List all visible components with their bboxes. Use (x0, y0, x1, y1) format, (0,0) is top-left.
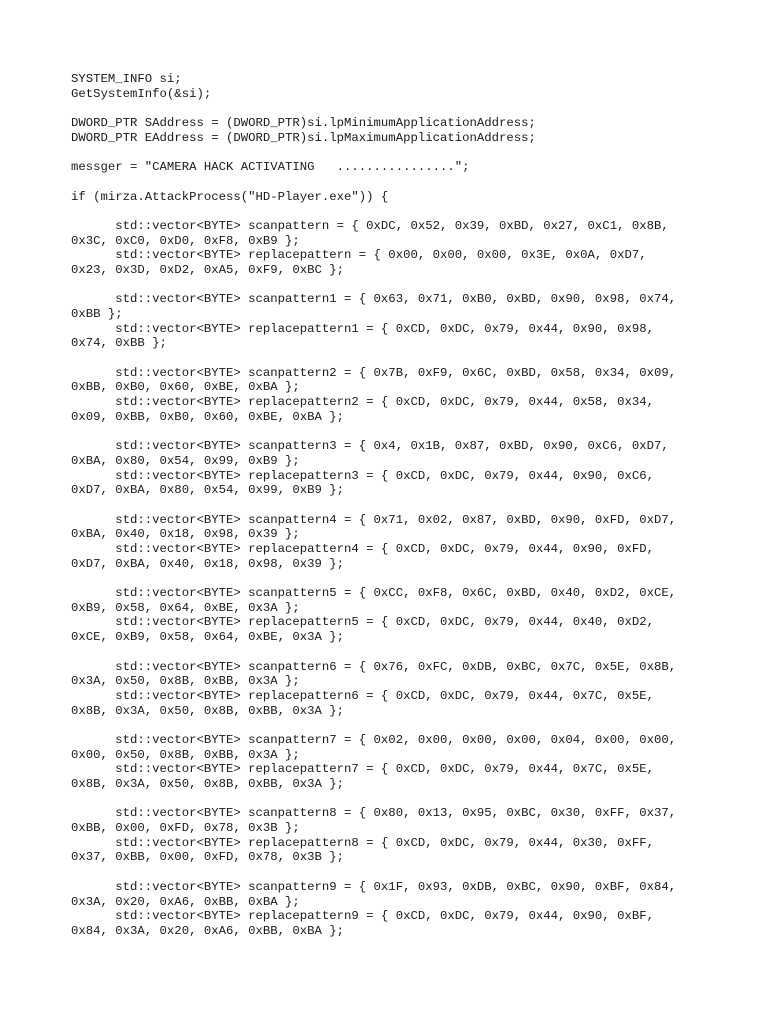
code-block (71, 72, 676, 939)
code-line: 0x00, 0x50, 0x8B, 0xBB, 0x3A }; (71, 747, 300, 762)
blank-line (71, 865, 676, 880)
code-line: std::vector<BYTE> replacepattern5 = { 0xCD, 0xDC, 0x79, 0x44, 0x40, 0xD2, (71, 615, 654, 630)
code-line: 0xBB, 0x00, 0xFD, 0x78, 0x3B }; (71, 821, 300, 836)
code-line: 0xBA, 0x40, 0x18, 0x98, 0x39 }; (71, 527, 300, 542)
blank-line (71, 425, 676, 440)
code-line: std::vector<BYTE> replacepattern4 = { 0xCD, 0xDC, 0x79, 0x44, 0x90, 0xFD, (71, 542, 654, 556)
code-line: 0xD7, 0xBA, 0x80, 0x54, 0x99, 0xB9 }; (71, 483, 345, 498)
code-line: 0xBB }; (71, 307, 123, 321)
code-line: std::vector<BYTE> replacepattern6 = { 0xCD, 0xDC, 0x79, 0x44, 0x7C, 0x5E, (71, 688, 654, 703)
blank-line (71, 101, 676, 116)
code-line: 0x8B, 0x3A, 0x50, 0x8B, 0xBB, 0x3A }; (71, 777, 345, 791)
blank-line (71, 718, 676, 733)
code-line: std::vector<BYTE> scanpattern3 = { 0x4, 0x1B, 0x87, 0xBD, 0x90, 0xC6, 0xD7, (71, 439, 669, 454)
blank-line (71, 351, 676, 366)
code-line: std::vector<BYTE> scanpattern2 = { 0x7B, 0xF9, 0x6C, 0xBD, 0x58, 0x34, 0x09, (71, 365, 677, 380)
code-line: 0xD7, 0xBA, 0x40, 0x18, 0x98, 0x39 }; (71, 556, 345, 571)
code-line: SYSTEM_INFO si; (71, 72, 182, 86)
code-line: std::vector<BYTE> scanpattern1 = { 0x63, 0x71, 0xB0, 0xBD, 0x90, 0x98, 0x74, (71, 292, 677, 307)
blank-line (71, 204, 676, 219)
code-line: 0x84, 0x3A, 0x20, 0xA6, 0xBB, 0xBA }; (71, 923, 345, 938)
code-line: std::vector<BYTE> scanpattern7 = { 0x02, 0x00, 0x00, 0x00, 0x04, 0x00, 0x00, (71, 732, 677, 747)
code-line: 0xBA, 0x80, 0x54, 0x99, 0xB9 }; (71, 453, 300, 468)
code-line: 0x3A, 0x50, 0x8B, 0xBB, 0x3A }; (71, 674, 300, 689)
code-line: 0x23, 0x3D, 0xD2, 0xA5, 0xF9, 0xBC }; (71, 262, 345, 277)
code-line: 0xB9, 0x58, 0x64, 0xBE, 0x3A }; (71, 600, 300, 615)
blank-line (71, 571, 676, 586)
code-line: std::vector<BYTE> scanpattern = { 0xDC, 0x52, 0x39, 0xBD, 0x27, 0xC1, 0x8B, (71, 218, 669, 233)
code-line: 0x8B, 0x3A, 0x50, 0x8B, 0xBB, 0x3A }; (71, 703, 345, 718)
code-line: if (mirza.AttackProcess("HD-Player.exe")) { (71, 189, 389, 204)
blank-line (71, 145, 676, 160)
code-line: std::vector<BYTE> replacepattern9 = { 0xCD, 0xDC, 0x79, 0x44, 0x90, 0xBF, (71, 909, 654, 924)
blank-line (71, 175, 676, 190)
code-line: std::vector<BYTE> scanpattern6 = { 0x76, 0xFC, 0xDB, 0xBC, 0x7C, 0x5E, 0x8B, (71, 659, 677, 674)
code-line: DWORD_PTR EAddress = (DWORD_PTR)si.lpMaximumApplicationAddress; (71, 130, 536, 145)
code-line: std::vector<BYTE> replacepattern = { 0x00, 0x00, 0x00, 0x3E, 0x0A, 0xD7, (71, 248, 647, 263)
code-line: std::vector<BYTE> scanpattern5 = { 0xCC, 0xF8, 0x6C, 0xBD, 0x40, 0xD2, 0xCE, (71, 586, 677, 601)
code-line: messger = "CAMERA HACK ACTIVATING ................"; (71, 160, 470, 175)
code-line: DWORD_PTR SAddress = (DWORD_PTR)si.lpMinimumApplicationAddress; (71, 116, 536, 131)
code-line: std::vector<BYTE> replacepattern8 = { 0xCD, 0xDC, 0x79, 0x44, 0x30, 0xFF, (71, 835, 654, 850)
code-line: 0x3A, 0x20, 0xA6, 0xBB, 0xBA }; (71, 894, 300, 909)
code-line: 0x37, 0xBB, 0x00, 0xFD, 0x78, 0x3B }; (71, 850, 345, 865)
code-line: std::vector<BYTE> scanpattern9 = { 0x1F, 0x93, 0xDB, 0xBC, 0x90, 0xBF, 0x84, (71, 879, 677, 894)
blank-line (71, 645, 676, 660)
code-line: 0x09, 0xBB, 0xB0, 0x60, 0xBE, 0xBA }; (71, 409, 345, 424)
code-line: 0x3C, 0xC0, 0xD0, 0xF8, 0xB9 }; (71, 233, 300, 248)
code-line: std::vector<BYTE> replacepattern1 = { 0xCD, 0xDC, 0x79, 0x44, 0x90, 0x98, (71, 321, 654, 336)
code-line: 0xCE, 0xB9, 0x58, 0x64, 0xBE, 0x3A }; (71, 630, 345, 645)
code-line: 0x74, 0xBB }; (71, 336, 167, 351)
code-line: std::vector<BYTE> replacepattern2 = { 0xCD, 0xDC, 0x79, 0x44, 0x58, 0x34, (71, 395, 654, 410)
code-line: std::vector<BYTE> scanpattern8 = { 0x80, 0x13, 0x95, 0xBC, 0x30, 0xFF, 0x37, (71, 806, 677, 821)
code-line: GetSystemInfo(&si); (71, 86, 212, 101)
blank-line (71, 792, 676, 807)
code-line: 0xBB, 0xB0, 0x60, 0xBE, 0xBA }; (71, 380, 300, 395)
code-line: std::vector<BYTE> replacepattern3 = { 0xCD, 0xDC, 0x79, 0x44, 0x90, 0xC6, (71, 468, 654, 483)
code-line: std::vector<BYTE> replacepattern7 = { 0xCD, 0xDC, 0x79, 0x44, 0x7C, 0x5E, (71, 762, 654, 777)
blank-line (71, 498, 676, 513)
code-line: std::vector<BYTE> scanpattern4 = { 0x71, 0x02, 0x87, 0xBD, 0x90, 0xFD, 0xD7, (71, 512, 677, 527)
blank-line (71, 278, 676, 293)
